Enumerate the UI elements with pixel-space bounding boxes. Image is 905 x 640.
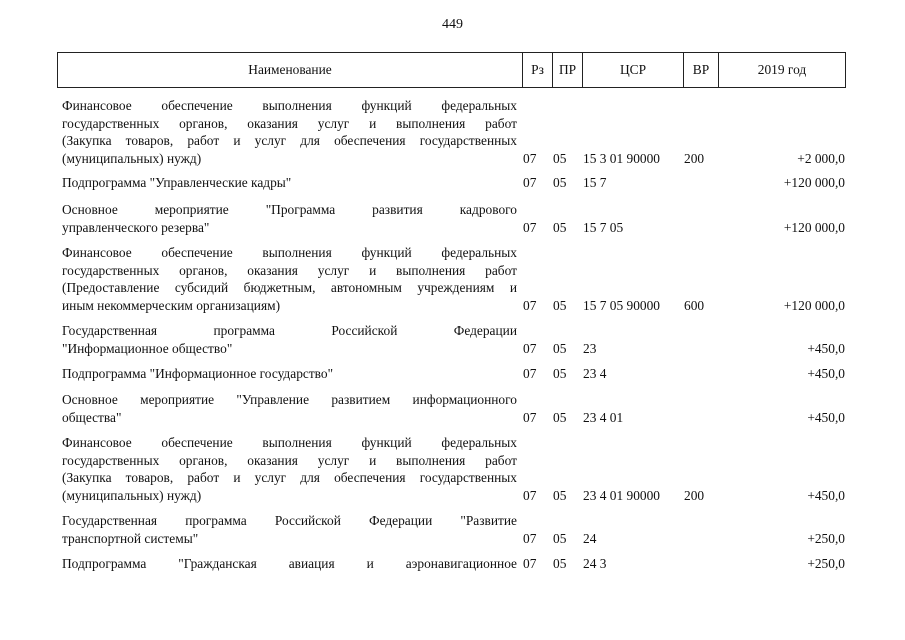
row-name-line: (Предоставление субсидий бюджетным, автономным учреждениям и — [62, 280, 517, 295]
row-name-line: иным некоммерческим организациям) — [62, 297, 281, 313]
row-sum: +450,0 — [807, 487, 845, 503]
row-name-line: Государственная программа Российской Федерации "Развитие — [62, 513, 517, 528]
row-name-line: общества" — [62, 409, 122, 425]
row-rz: 07 — [523, 219, 537, 235]
header-vr: ВР — [683, 53, 718, 87]
row-csr: 23 4 01 90000 — [583, 487, 660, 503]
row-name-line: государственных органов, оказания услуг и выполнения работ — [62, 115, 517, 131]
row-sum: +120 000,0 — [783, 297, 845, 313]
row-rz: 07 — [523, 556, 537, 571]
table-row — [0, 322, 905, 357]
table-row — [0, 244, 905, 314]
row-name-line: государственных органов, оказания услуг и выполнения работ — [62, 452, 517, 468]
row-name-line: Подпрограмма "Гражданская авиация и аэронавигационное — [62, 556, 517, 571]
row-pr: 05 — [553, 150, 567, 166]
row-pr: 05 — [553, 219, 567, 235]
row-csr: 24 3 — [583, 556, 607, 571]
row-vr: 200 — [684, 487, 705, 503]
row-pr: 05 — [553, 340, 567, 356]
table-row — [0, 391, 905, 426]
header-pr: ПР — [552, 53, 582, 87]
row-name-line: Финансовое обеспечение выполнения функций федеральных — [62, 435, 517, 450]
row-sum: +450,0 — [807, 409, 845, 425]
row-name — [62, 391, 517, 426]
table-row — [0, 512, 905, 547]
row-rz: 07 — [523, 366, 537, 381]
row-name-line: "Информационное общество" — [62, 340, 233, 356]
header-rz: Рз — [522, 53, 552, 87]
row-csr: 23 4 01 — [583, 409, 624, 425]
row-name-line: Подпрограмма "Информационное государство" — [62, 366, 334, 381]
row-name — [62, 97, 517, 167]
row-name-line: Подпрограмма "Управленческие кадры" — [62, 175, 292, 190]
row-name — [62, 365, 517, 383]
row-pr: 05 — [553, 366, 567, 381]
row-sum: +120 000,0 — [783, 175, 845, 190]
row-name-line: (муниципальных) нужд) — [62, 150, 202, 166]
header-year: 2019 год — [718, 53, 845, 87]
table-row — [0, 434, 905, 504]
row-pr: 05 — [553, 556, 567, 571]
row-vr: 600 — [684, 297, 705, 313]
header-name: Наименование — [248, 62, 332, 77]
row-name-line: государственных органов, оказания услуг и выполнения работ — [62, 262, 517, 278]
row-name — [62, 174, 517, 192]
row-csr: 15 7 05 90000 — [583, 297, 660, 313]
row-sum: +450,0 — [807, 366, 845, 381]
row-pr: 05 — [553, 297, 567, 313]
table-row — [0, 365, 905, 383]
row-rz: 07 — [523, 409, 537, 425]
row-csr: 23 4 — [583, 366, 607, 381]
row-name-line: (муниципальных) нужд) — [62, 487, 202, 503]
row-name-line: Государственная программа Российской Федерации — [62, 323, 517, 338]
row-name — [62, 555, 517, 573]
row-name-line: управленческого резерва" — [62, 219, 210, 235]
row-sum: +250,0 — [807, 530, 845, 546]
row-name — [62, 201, 517, 236]
row-csr: 15 3 01 90000 — [583, 150, 660, 166]
row-name-line: Финансовое обеспечение выполнения функций федеральных — [62, 245, 517, 260]
row-name-line: Основное мероприятие "Программа развития кадрового — [62, 202, 517, 217]
row-name — [62, 322, 517, 357]
row-pr: 05 — [553, 175, 567, 190]
table-row — [0, 555, 905, 573]
row-csr: 23 — [583, 340, 597, 356]
row-name-line: Основное мероприятие "Управление развитием информационного — [62, 392, 517, 407]
table-header — [57, 52, 846, 88]
header-csr: ЦСР — [582, 53, 683, 87]
table-row — [0, 201, 905, 236]
row-csr: 24 — [583, 530, 597, 546]
table-row — [0, 97, 905, 167]
row-csr: 15 7 — [583, 175, 607, 190]
row-rz: 07 — [523, 340, 537, 356]
page-number: 449 — [442, 17, 463, 32]
table-row — [0, 174, 905, 192]
row-sum: +120 000,0 — [783, 219, 845, 235]
row-name — [62, 512, 517, 547]
row-csr: 15 7 05 — [583, 219, 624, 235]
row-pr: 05 — [553, 530, 567, 546]
row-rz: 07 — [523, 175, 537, 190]
row-pr: 05 — [553, 487, 567, 503]
row-rz: 07 — [523, 297, 537, 313]
row-sum: +2 000,0 — [797, 150, 845, 166]
row-name-line: (Закупка товаров, работ и услуг для обеспечения государственных — [62, 133, 517, 148]
row-name-line: транспортной системы" — [62, 530, 199, 546]
row-name — [62, 434, 517, 504]
row-name — [62, 244, 517, 314]
row-pr: 05 — [553, 409, 567, 425]
row-rz: 07 — [523, 487, 537, 503]
row-name-line: Финансовое обеспечение выполнения функций федеральных — [62, 98, 517, 113]
row-sum: +450,0 — [807, 340, 845, 356]
row-rz: 07 — [523, 530, 537, 546]
row-name-line: (Закупка товаров, работ и услуг для обеспечения государственных — [62, 470, 517, 485]
row-sum: +250,0 — [807, 556, 845, 571]
row-vr: 200 — [684, 150, 705, 166]
row-rz: 07 — [523, 150, 537, 166]
